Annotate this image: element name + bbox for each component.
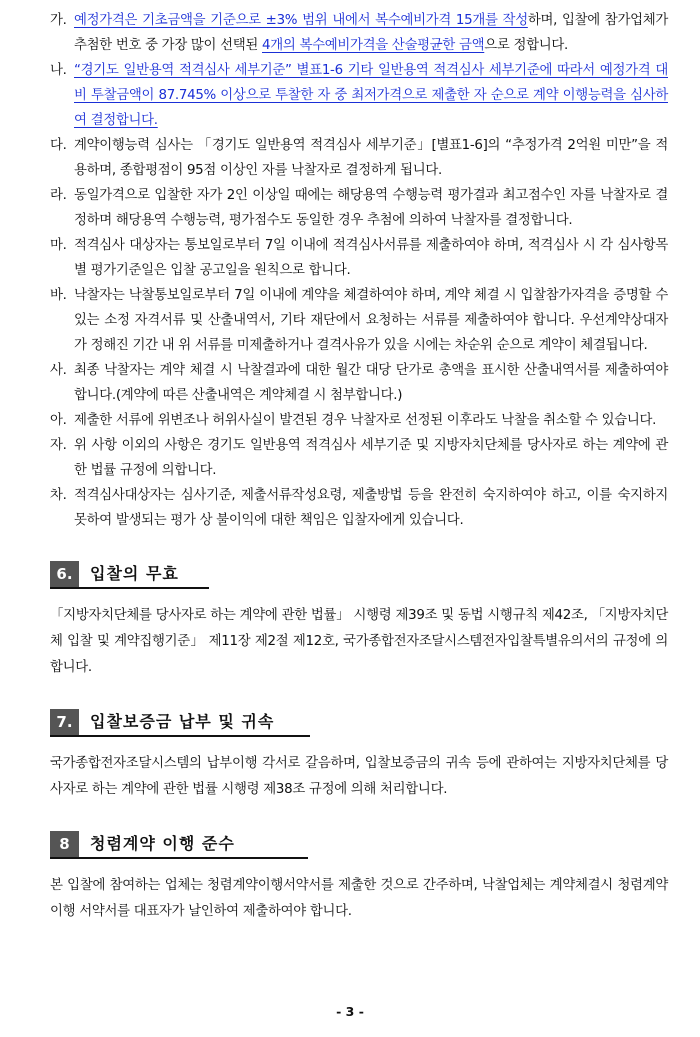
list-item (50, 483, 668, 533)
list-item-text (74, 433, 668, 483)
list-item-marker: 마. (50, 238, 67, 253)
list-item (50, 408, 668, 433)
list-item (50, 358, 668, 408)
section-6-header (50, 561, 209, 589)
list-item-marker: 라. (50, 188, 67, 203)
text-run: 제출한 서류에 위변조나 허위사실이 발견된 경우 낙찰자로 선정된 이후라도 낙찰을 취소할 수 있습니다. (74, 413, 657, 428)
section-7-body: 국가종합전자조달시스템의 납부이행 각서로 갈음하며, 입찰보증금의 귀속 등에 관하여는 지방자치단체를 당사자로 하는 계약에 관한 법률 시행령 제38조 규정에 의해 처리합니다. (50, 756, 668, 797)
text-run: 하며, 입찰에 참가업체가 추첨한 번호 중 가장 많이 선택된 (74, 13, 668, 53)
list-item-marker: 차. (50, 488, 67, 503)
section-6-title: 입찰의 무효 (90, 564, 179, 583)
text-run: 적격심사 대상자는 통보일로부터 7일 이내에 적격심사서류를 제출하여야 하며, 적격심사 시 각 심사항목별 평가기준일은 입찰 공고일을 원칙으로 합니다. (74, 238, 668, 278)
section-7-title: 입찰보증금 납부 및 귀속 (90, 712, 275, 731)
text-run: 위 사항 이외의 사항은 경기도 일반용역 적격심사 세부기준 및 지방자치단체를 당사자로 하는 계약에 관한 법률 규정에 의합니다. (74, 438, 668, 478)
section-8-body: 본 입찰에 참여하는 업체는 청렴계약이행서약서를 제출한 것으로 간주하며, 낙찰업체는 계약체결시 청렴계약이행 서약서를 대표자가 날인하여 제출하여야 합니다. (50, 878, 668, 919)
list-item (50, 433, 668, 483)
highlighted-text: 4개의 복수예비가격을 산술평균한 금액 (262, 38, 485, 53)
highlighted-text: 예정가격은 기초금액을 기준으로 ±3% 범위 내에서 복수예비가격 15개를 작성 (74, 13, 528, 28)
list-item-text (74, 183, 668, 233)
list-item-marker: 사. (50, 363, 67, 378)
list-item (50, 58, 668, 133)
item-list (50, 8, 668, 533)
list-item-text (74, 133, 668, 183)
list-item-text (74, 8, 668, 58)
section-6-body: 「지방자치단체를 당사자로 하는 계약에 관한 법률」 시행령 제39조 및 동법 시행규칙 제42조, 「지방자치단체 입찰 및 계약집행기준」 제11장 제2절 제12호, 국가종합전자조달시스템전자입찰특별유의서의 규정에 의합니다. (50, 608, 668, 675)
list-item-text (74, 233, 668, 283)
text-run: 으로 정합니다. (484, 38, 568, 53)
list-item-marker: 아. (50, 413, 67, 428)
list-item-text (74, 408, 668, 433)
list-item-text (74, 58, 668, 133)
list-item (50, 8, 668, 58)
text-run: 동일가격으로 입찰한 자가 2인 이상일 때에는 해당용역 수행능력 평가결과 최고점수인 자를 낙찰자로 결정하며 해당용역 수행능력, 평가점수도 동일한 경우 추첨에 의하여 낙찰자를 결정합니다. (74, 188, 668, 228)
text-run: 계약이행능력 심사는 「경기도 일반용역 적격심사 세부기준」[별표1-6]의 “추정가격 2억원 미만”을 적용하며, 종합평점이 95점 이상인 자를 낙찰자로 결정하게 됩니다. (74, 138, 668, 178)
list-item-marker: 다. (50, 138, 67, 153)
list-item-text (74, 483, 668, 533)
list-item-marker: 나. (50, 63, 67, 78)
list-item-text (74, 358, 668, 408)
page-number: - 3 - (336, 1004, 364, 1019)
list-item-marker: 가. (50, 13, 67, 28)
text-run: 최종 낙찰자는 계약 체결 시 낙찰결과에 대한 월간 대당 단가로 총액을 표시한 산출내역서를 제출하여야 합니다.(계약에 따른 산출내역은 계약체결 시 첨부합니다.) (74, 363, 668, 403)
section-8-number: 8 (50, 831, 79, 857)
highlighted-text: “경기도 일반용역 적격심사 세부기준” 별표1-6 기타 일반용역 적격심사 세부기준에 따라서 예정가격 대비 투찰금액이 87.745% 이상으로 투찰한 자 중 최저가격으로 제출한 자 순으로 계약 이행능력을 심사하여 결정합니다. (74, 63, 668, 128)
list-item-marker: 바. (50, 288, 67, 303)
text-run: 적격심사대상자는 심사기준, 제출서류작성요령, 제출방법 등을 완전히 숙지하여야 하고, 이를 숙지하지 못하여 발생되는 평가 상 불이익에 대한 책임은 입찰자에게 있습니다. (74, 488, 668, 528)
list-item-marker: 자. (50, 438, 67, 453)
section-7-number: 7. (50, 709, 79, 735)
section-8-title: 청렴계약 이행 준수 (90, 834, 235, 853)
list-item (50, 283, 668, 358)
list-item (50, 183, 668, 233)
section-8-header (50, 831, 308, 859)
section-6-number: 6. (50, 561, 79, 587)
list-item-text (74, 283, 668, 358)
section-7-header (50, 709, 310, 737)
text-run: 낙찰자는 낙찰통보일로부터 7일 이내에 계약을 체결하여야 하며, 계약 체결 시 입찰참가자격을 증명할 수 있는 소정 자격서류 및 산출내역서, 기타 재단에서 요청하는 서류를 제출하여야 합니다. 우선계약상대자가 정해진 기간 내 위 서류를 미제출하거나 결격사유가 있을 시에는 차순위 순으로 계약이 체결됩니다. (74, 288, 668, 353)
list-item (50, 133, 668, 183)
list-item (50, 233, 668, 283)
